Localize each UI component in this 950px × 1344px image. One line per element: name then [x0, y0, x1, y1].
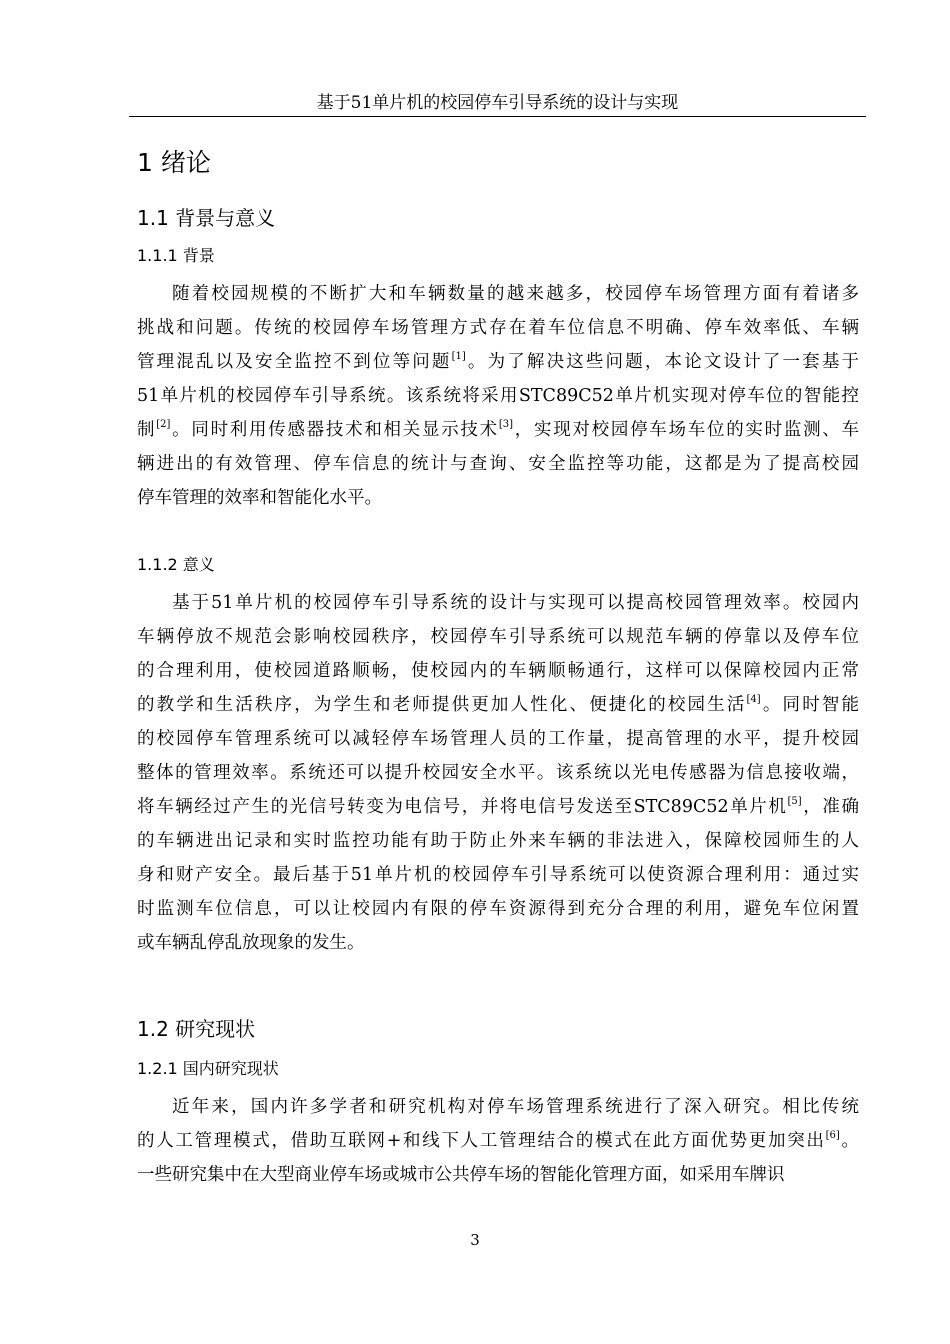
- line-text: 的车辆进出记录和实时监控功能有助于防止外来车辆的非法进入，保障校园师生的人: [137, 831, 859, 851]
- citation-ref: [2]: [156, 419, 171, 430]
- text-line: [137, 858, 859, 892]
- line-text: 近年来，国内许多学者和研究机构对停车场管理系统进行了深入研究。相比传统: [172, 1097, 859, 1117]
- citation-ref: [3]: [498, 419, 514, 430]
- text-line: [137, 481, 859, 515]
- chapter-title: 1 绪论: [137, 148, 211, 177]
- running-header: 基于51单片机的校园停车引导系统的设计与实现: [316, 93, 679, 113]
- text-line: [137, 722, 859, 756]
- line-text: 。同时智能: [760, 695, 860, 715]
- line-text: 的人工管理模式，借助互联网+和线下人工管理结合的模式在此方面优势更加突出: [137, 1131, 826, 1151]
- text-line: [137, 277, 859, 311]
- line-text: 51单片机的校园停车引导系统。该系统将采用STC89C52单片机实现对停车位的智能控: [137, 386, 859, 406]
- text-line: [137, 620, 859, 654]
- line-text: 整体的管理效率。系统还可以提升校园安全水平。该系统以光电传感器为信息接收端，: [137, 763, 859, 783]
- line-text: 基于51单片机的校园停车引导系统的设计与实现可以提高校园管理效率。校园内: [172, 593, 859, 613]
- line-text: 的教学和生活秩序，为学生和老师提供更加人性化、便捷化的校园生活: [137, 695, 747, 715]
- line-text: 。: [839, 1131, 860, 1151]
- citation-ref: [6]: [825, 1130, 840, 1141]
- page-number: 3: [470, 1231, 480, 1249]
- section-heading-1-2: 1.2 研究现状: [137, 1017, 256, 1041]
- header-rule: [129, 116, 866, 117]
- text-line: [137, 379, 859, 413]
- text-line: [137, 926, 859, 960]
- text-line: [137, 345, 859, 379]
- citation-ref: [1]: [451, 351, 466, 362]
- line-text: 。同时利用传感器技术和相关显示技术: [170, 420, 499, 440]
- subsection-heading-1-1-1: 1.1.1 背景: [137, 246, 215, 265]
- subsection-heading-1-1-2: 1.1.2 意义: [137, 555, 215, 574]
- line-text: 挑战和问题。传统的校园停车场管理方式存在着车位信息不明确、停车效率低、车辆: [137, 318, 859, 338]
- line-text: 一些研究集中在大型商业停车场或城市公共停车场的智能化管理方面，如采用车牌识: [137, 1165, 785, 1185]
- text-line: [137, 892, 859, 926]
- paragraph-background: [137, 277, 859, 515]
- text-line: [137, 824, 859, 858]
- line-text: 的校园停车管理系统可以减轻停车场管理人员的工作量，提高管理的水平，提升校园: [137, 729, 859, 749]
- line-text: 时监测车位信息，可以让校园内有限的停车资源得到充分合理的利用，避免车位闲置: [137, 899, 859, 919]
- text-line: [137, 413, 859, 447]
- line-text: 随着校园规模的不断扩大和车辆数量的越来越多，校园停车场管理方面有着诸多: [172, 284, 859, 304]
- text-line: [137, 586, 859, 620]
- line-text: 辆进出的有效管理、停车信息的统计与查询、安全监控等功能，这都是为了提高校园: [137, 454, 859, 474]
- text-line: [137, 654, 859, 688]
- section-heading-1-1: 1.1 背景与意义: [137, 206, 276, 230]
- line-text: 将车辆经过产生的光信号转变为电信号，并将电信号发送至STC89C52单片机: [137, 797, 788, 817]
- line-text: 或车辆乱停乱放现象的发生。: [137, 933, 365, 953]
- line-text: 停车管理的效率和智能化水平。: [137, 488, 382, 508]
- paragraph-significance: [137, 586, 859, 960]
- text-line: [137, 1090, 859, 1124]
- text-line: [137, 688, 859, 722]
- text-line: [137, 790, 859, 824]
- citation-ref: [4]: [746, 694, 761, 705]
- citation-ref: [5]: [787, 796, 802, 807]
- line-text: 的合理利用，使校园道路顺畅，使校园内的车辆顺畅通行，这样可以保障校园内正常: [137, 661, 859, 681]
- line-text: 。为了解决这些问题，本论文设计了一套基于: [465, 352, 860, 372]
- subsection-heading-1-2-1: 1.2.1 国内研究现状: [137, 1059, 279, 1078]
- line-text: ，实现对校园停车场车位的实时监测、车: [513, 420, 860, 440]
- text-line: [137, 756, 859, 790]
- text-line: [137, 1158, 859, 1192]
- text-line: [137, 447, 859, 481]
- line-text: 管理混乱以及安全监控不到位等问题: [137, 352, 452, 372]
- text-line: [137, 1124, 859, 1158]
- paragraph-domestic-research: [137, 1090, 859, 1192]
- line-text: 身和财产安全。最后基于51单片机的校园停车引导系统可以使资源合理利用：通过实: [137, 865, 859, 885]
- line-text: 车辆停放不规范会影响校园秩序，校园停车引导系统可以规范车辆的停靠以及停车位: [137, 627, 859, 647]
- line-text: 制: [137, 420, 157, 440]
- line-text: ，准确: [801, 797, 859, 817]
- text-line: [137, 311, 859, 345]
